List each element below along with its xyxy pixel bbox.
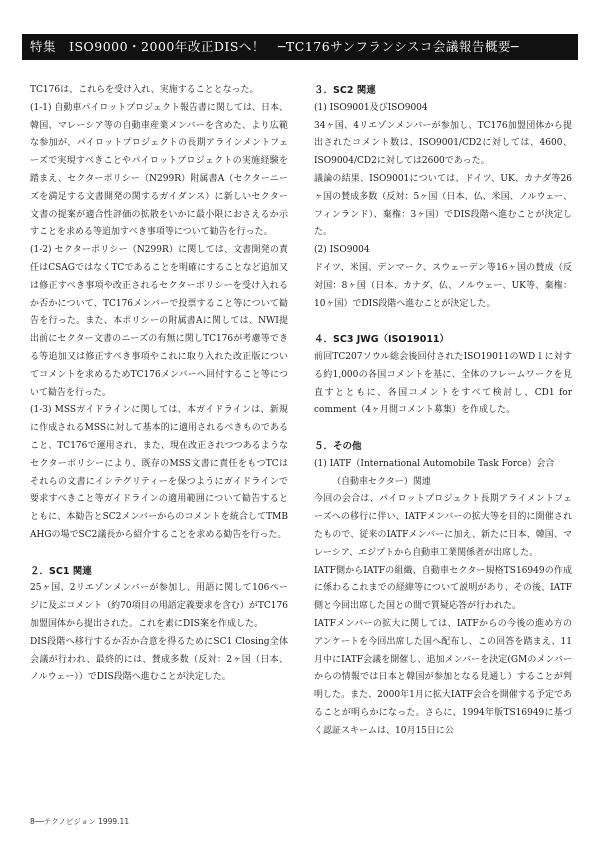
section-heading-other: ５．その他 (314, 440, 362, 452)
subheading: (2) ISO9004 (314, 245, 370, 256)
paragraph: (1-1) 自動車パイロットプロジェクト報告書に関しては、日本、韓国、マレーシア等の自動車産業メンバーを含めた、より広範な参加が、パイロットプロジェクトの長期アラインメントフェーズで実現すべきことやパイロットプロジェクトの実施経験を踏まえ、セクターポリシー（N299R）附属書A（セクターニーズを満足する文書開発の関するガイダンス）に新しいセクター文書の提案が適合性評価の拡散をいかに最小限におさえるか示すことを求める等追加すべき事項等について勧告を行った。 (30, 102, 288, 238)
paragraph: (1-3) MSSガイドラインに関しては、本ガイドラインは、新規に作成されるMSSに対して基本的に適用されるべきものであること、TC176で運用され、また、現在改正されつつあるようなセクターポリシーにより、既存のMSS文書に責任をもつTCはそれらの文書にインテグリティーを保つようにガイドラインで要求すべきこと等ガイドラインの適用範囲について勧告するとともに、本勧告とSC2メンバーからのコメントを統合してTMB AHGの場でSC2議長から紹介することを求める勧告を行った。 (30, 405, 288, 540)
paragraph: TC176は、これらを受け入れ、実施することとなった。 (30, 85, 259, 95)
subheading: (1) IATF（International Automobile Task Force）会合 (314, 458, 555, 469)
paragraph: 25ヶ国、2リエゾンメンバーが参加し、用語に関して106ページに及ぶコメント（約70項目の用語定義要求を含む）がTC176加盟国体から提出された。これを素にDIS案を作成した。 (30, 583, 288, 629)
page-footer: 8──テクノビジョン 1999.11 (30, 817, 130, 826)
left-column (30, 82, 288, 687)
right-column (314, 82, 572, 740)
paragraph: (1-2) セクターポリシー（N299R）に関しては、文書開発の責任はCSAGではなくTCであることを明確にすることなど追加又は修正すべき事項や改正されるセクターポリシーを受け入れるか否かについて、TC176メンバーで投票すること等について勧告を行った。また、本ポリシーの附属書Aに関しては、NWI提出前にセクター文書のニーズの有無に関しTC176が考慮等できる等追加又は修正すべき事項やこれに取り入れた改正版についてコメントを求めるためTC176メンバーへ回付すること等について勧告を行った。 (30, 245, 288, 398)
section-heading-sc3: ４．SC3 JWG（ISO19011） (314, 334, 450, 346)
section-heading-sc2: ３．SC2 関連 (314, 85, 376, 96)
paragraph: 議論の結果、ISO9001については、ドイツ、UK、カナダ等26ヶ国の賛成多数（反対：5ヶ国（日本、仏、米国、ノルウェー、フィンランド）、棄権：3ヶ国）でDIS段階へ進むことが決定した。 (314, 173, 572, 238)
subheading: (1) ISO9001及びISO9004 (314, 102, 428, 113)
subheading: （自動車セクター）関連 (332, 476, 431, 487)
feature-banner: 特集 ISO9000・2000年改正DISへ！ ─TC176サンフランシスコ会議報告概要─ (22, 34, 578, 60)
paragraph: 今回の会合は、パイロットプロジェクト長期アライメントフェーズへの移行に伴い、IATFメンバーの拡大等を目的に開催されたもので、従来のIATFメンバーに加え、新たに日本、韓国、マレーシア、エジプトから自動車工業関係者が出席した。 (314, 494, 572, 558)
paragraph: 34ヶ国、4リエゾンメンバーが参加し、TC176加盟団体から提出されたコメント数は、ISO9001/CD2に対しては、4600、ISO9004/CD2に対しては2600であった。 (314, 120, 572, 167)
paragraph: ドイツ、米国、デンマーク、スウェーデン等16ヶ国の賛成（反対国：8ヶ国（日本、カナダ、仏、ノルウェー、UK等、棄権：10ヶ国）でDIS段階へ進むことが決定した。 (314, 262, 572, 309)
section-heading-sc1: ２．SC1 関連 (30, 565, 92, 577)
paragraph: 前回TC207ソウル総会後回付されたISO19011のWD１に対する約1,000の各国コメントを基に、全体のフレームワークを見直すとともに、各国コメントをすべて検討し、CD1 for comment（4ヶ月間コメント募集）を作成した。 (314, 351, 572, 416)
paragraph: DIS段階へ移行するか否か合意を得るためにSC1 Closing全体会議が行われ、最終的には、賛成多数（反対：2ヶ国（日本、ノルウェー））でDIS段階へ進むことが決定した。 (30, 636, 288, 683)
paragraph: IATF側からIATFの組織、自動車セクター規格TS16949の作成に係わるこれまでの経緯等について説明があり、その後、IATF側と今回出席した国との間で質疑応答が行われた。 (314, 565, 572, 612)
paragraph: IATFメンバーの拡大に関しては、IATFからの今後の進め方のアンケートを今回出席した国へ配布し、この回答を踏まえ、11月中にIATF会議を開催し、追加メンバーを決定(GMのメンバーからの情報では日本と韓国が参加となる見通し）することが判明した。また、2000年1月に拡大IATF会合を開催する予定であることが明らかになった。さらに、1994年版TS16949に基づく認証スキームは、10月15日に公 (314, 618, 572, 736)
